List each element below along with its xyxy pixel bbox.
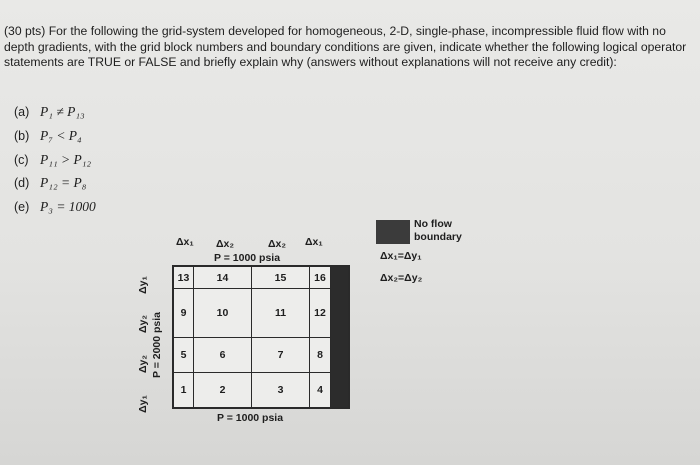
dy-label: Δy₁ bbox=[136, 276, 149, 294]
part-expression: P₁ ≠ P₁₃ bbox=[40, 104, 85, 119]
part-label: (a) bbox=[14, 105, 30, 119]
top-boundary-label: P = 1000 psia bbox=[214, 252, 281, 264]
dx-label: Δx₁ bbox=[305, 236, 323, 248]
dy-label: Δy₂ bbox=[137, 314, 150, 334]
grid-cell: 5 bbox=[174, 338, 194, 373]
grid-cell: 13 bbox=[174, 267, 194, 289]
left-boundary-label: P = 2000 psia bbox=[151, 311, 164, 379]
grid-cell: 8 bbox=[310, 338, 331, 373]
grid-cell: 2 bbox=[194, 373, 252, 407]
grid-cell: 11 bbox=[252, 289, 310, 338]
bottom-boundary-label: P = 1000 psia bbox=[217, 412, 284, 424]
part-expression: P₃ = 1000 bbox=[40, 199, 96, 215]
part-label: (e) bbox=[14, 200, 30, 215]
part-label: (b) bbox=[14, 128, 30, 143]
grid-cell: 15 bbox=[252, 267, 310, 289]
no-flow-boundary bbox=[331, 338, 348, 373]
grid-cell: 1 bbox=[174, 373, 194, 407]
part-label: (d) bbox=[14, 176, 30, 191]
no-flow-legend-swatch bbox=[376, 220, 410, 244]
grid-cell: 9 bbox=[174, 289, 194, 338]
dx-label: Δx₂ bbox=[216, 238, 235, 250]
grid-cell: 10 bbox=[194, 289, 252, 338]
grid-cell: 7 bbox=[252, 338, 310, 373]
no-flow-boundary bbox=[331, 373, 348, 407]
grid-cell: 6 bbox=[194, 338, 252, 373]
legend-relation: Δx₂=Δy₂ bbox=[380, 272, 423, 284]
grid-cell: 3 bbox=[252, 373, 310, 407]
dx-label: Δx₁ bbox=[176, 236, 194, 248]
grid-cell: 4 bbox=[310, 373, 331, 407]
problem-statement: (30 pts) For the following the grid-system developed for homogeneous, 2-D, single-phase, incompressible fluid flow with no depth gradients, with the grid block numbers and boundary conditions are given, indicate whether the following logical operator statements are TRUE or FALSE and briefly explain why (answers without explanations will not receive any credit): bbox=[4, 24, 687, 69]
no-flow-boundary bbox=[331, 267, 348, 289]
no-flow-legend-label: No flow boundary bbox=[414, 218, 462, 243]
grid-cell: 16 bbox=[310, 267, 331, 289]
dy-label: Δy₁ bbox=[136, 395, 149, 413]
no-flow-boundary bbox=[331, 289, 348, 338]
part-label: (c) bbox=[14, 152, 29, 167]
grid-blocks bbox=[172, 265, 350, 409]
grid-cell: 12 bbox=[310, 289, 331, 338]
dx-label: Δx₂ bbox=[268, 238, 287, 250]
legend-relation: Δx₁=Δy₁ bbox=[380, 250, 422, 262]
part-expression: P₁₁ > P₁₂ bbox=[40, 151, 92, 167]
part-expression: P₁₂ = P₈ bbox=[40, 175, 87, 191]
dy-label: Δy₂ bbox=[137, 354, 150, 374]
part-expression: P₇ < P₄ bbox=[40, 127, 82, 143]
grid-cell: 14 bbox=[194, 267, 252, 289]
